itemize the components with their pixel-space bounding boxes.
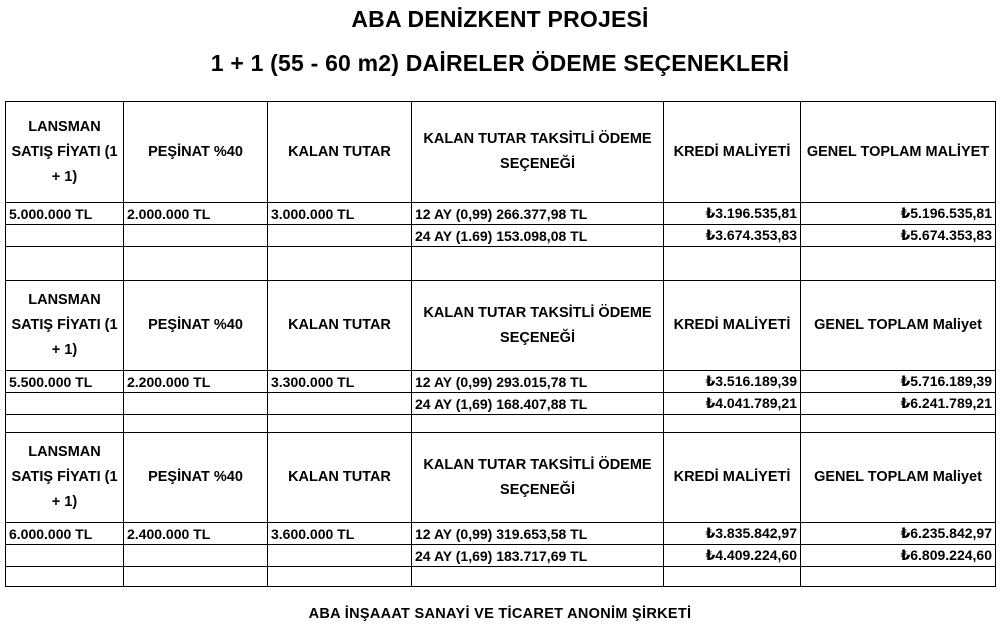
price-cell: 5.500.000 TL [6, 371, 124, 393]
table-row [6, 523, 996, 545]
price-cell: 6.000.000 TL [6, 523, 124, 545]
header-credit-cost: KREDİ MALİYETİ [664, 433, 801, 523]
empty-cell [268, 393, 412, 415]
spacer-row [6, 567, 996, 587]
table-row [6, 371, 996, 393]
installment-cell: 24 AY (1.69) 153.098,08 TL [412, 225, 664, 247]
total-cost-cell: ₺5.196.535,81 [801, 203, 996, 225]
header-remaining: KALAN TUTAR [268, 433, 412, 523]
empty-cell [268, 225, 412, 247]
down-payment-cell: 2.200.000 TL [124, 371, 268, 393]
table-row [6, 203, 996, 225]
header-total-cost: GENEL TOPLAM MALİYET [801, 102, 996, 203]
table-header-row [6, 102, 996, 203]
installment-cell: 24 AY (1,69) 168.407,88 TL [412, 393, 664, 415]
table-header-row [6, 433, 996, 523]
total-cost-cell: ₺6.809.224,60 [801, 545, 996, 567]
down-payment-cell: 2.000.000 TL [124, 203, 268, 225]
remaining-cell: 3.300.000 TL [268, 371, 412, 393]
header-total-cost: GENEL TOPLAM Maliyet [801, 281, 996, 371]
header-installment: KALAN TUTAR TAKSİTLİ ÖDEME SEÇENEĞİ [412, 433, 664, 523]
installment-cell: 12 AY (0,99) 319.653,58 TL [412, 523, 664, 545]
empty-cell [268, 545, 412, 567]
table-row [6, 225, 996, 247]
header-remaining: KALAN TUTAR [268, 281, 412, 371]
empty-cell [6, 545, 124, 567]
credit-cost-cell: ₺4.041.789,21 [664, 393, 801, 415]
empty-cell [6, 225, 124, 247]
empty-cell [124, 545, 268, 567]
header-remaining: KALAN TUTAR [268, 102, 412, 203]
header-total-cost: GENEL TOPLAM Maliyet [801, 433, 996, 523]
header-credit-cost: KREDİ MALİYETİ [664, 281, 801, 371]
total-cost-cell: ₺6.235.842,97 [801, 523, 996, 545]
company-footer: ABA İNŞAAAT SANAYİ VE TİCARET ANONİM ŞİRKETİ [308, 606, 692, 622]
down-payment-cell: 2.400.000 TL [124, 523, 268, 545]
payment-options-table [5, 101, 996, 587]
page-title: ABA DENİZKENT PROJESİ [351, 6, 649, 32]
header-price: LANSMAN SATIŞ FİYATI (1 + 1) [6, 433, 124, 523]
credit-cost-cell: ₺3.835.842,97 [664, 523, 801, 545]
credit-cost-cell: ₺3.196.535,81 [664, 203, 801, 225]
header-credit-cost: KREDİ MALİYETİ [664, 102, 801, 203]
spacer-row [6, 415, 996, 433]
header-down-payment: PEŞİNAT %40 [124, 433, 268, 523]
empty-cell [124, 225, 268, 247]
installment-cell: 12 AY (0,99) 266.377,98 TL [412, 203, 664, 225]
header-down-payment: PEŞİNAT %40 [124, 102, 268, 203]
header-installment: KALAN TUTAR TAKSİTLİ ÖDEME SEÇENEĞİ [412, 102, 664, 203]
total-cost-cell: ₺5.674.353,83 [801, 225, 996, 247]
header-price: LANSMAN SATIŞ FİYATI (1 + 1) [6, 102, 124, 203]
spacer-row [6, 247, 996, 281]
empty-cell [124, 393, 268, 415]
price-cell: 5.000.000 TL [6, 203, 124, 225]
header-price: LANSMAN SATIŞ FİYATI (1 + 1) [6, 281, 124, 371]
table-row [6, 545, 996, 567]
table-header-row [6, 281, 996, 371]
credit-cost-cell: ₺4.409.224,60 [664, 545, 801, 567]
credit-cost-cell: ₺3.674.353,83 [664, 225, 801, 247]
table-row [6, 393, 996, 415]
total-cost-cell: ₺6.241.789,21 [801, 393, 996, 415]
header-installment: KALAN TUTAR TAKSİTLİ ÖDEME SEÇENEĞİ [412, 281, 664, 371]
remaining-cell: 3.600.000 TL [268, 523, 412, 545]
remaining-cell: 3.000.000 TL [268, 203, 412, 225]
installment-cell: 24 AY (1,69) 183.717,69 TL [412, 545, 664, 567]
credit-cost-cell: ₺3.516.189,39 [664, 371, 801, 393]
empty-cell [6, 393, 124, 415]
header-down-payment: PEŞİNAT %40 [124, 281, 268, 371]
total-cost-cell: ₺5.716.189,39 [801, 371, 996, 393]
installment-cell: 12 AY (0,99) 293.015,78 TL [412, 371, 664, 393]
page-subtitle: 1 + 1 (55 - 60 m2) DAİRELER ÖDEME SEÇENEKLERİ [210, 50, 790, 76]
